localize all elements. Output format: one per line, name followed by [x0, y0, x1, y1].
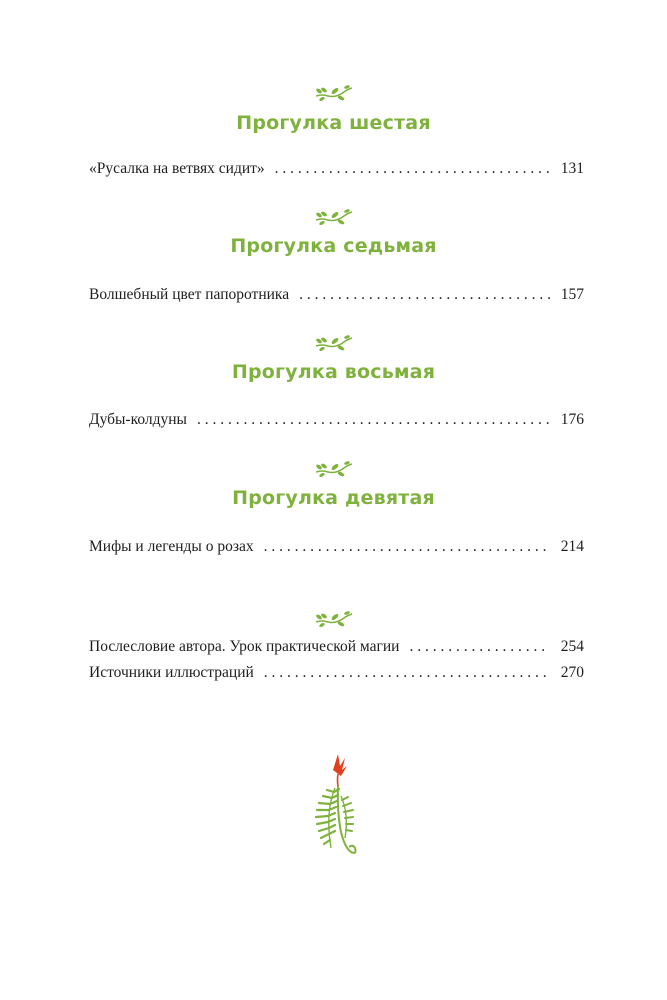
dot-leader	[275, 160, 550, 178]
toc-entry[interactable]	[89, 538, 584, 556]
sprig-ornament-icon	[314, 334, 354, 352]
toc-entry[interactable]	[89, 286, 584, 304]
entry-title: Послесловие автора. Урок практической магии	[89, 638, 400, 655]
page-number: 131	[560, 160, 584, 177]
dot-leader	[299, 286, 550, 304]
page-number: 254	[560, 638, 584, 655]
section-title: Прогулка седьмая	[230, 235, 437, 257]
entry-title: Мифы и легенды о розах	[89, 538, 254, 555]
page-number: 176	[560, 411, 584, 428]
dot-leader	[264, 538, 550, 556]
toc-entry[interactable]	[89, 638, 584, 656]
sprig-ornament-icon	[314, 460, 354, 478]
dot-leader	[264, 664, 550, 682]
page-number: 214	[560, 538, 584, 555]
section-title: Прогулка восьмая	[231, 361, 436, 383]
sprig-ornament-icon	[314, 208, 354, 226]
sprig-ornament-icon	[314, 610, 354, 628]
sprig-ornament-icon	[314, 84, 354, 102]
dot-leader	[197, 411, 550, 429]
entry-title: «Русалка на ветвях сидит»	[89, 160, 265, 177]
toc-entry[interactable]	[89, 160, 584, 178]
toc-entry[interactable]	[89, 664, 584, 682]
fern-flower-icon	[305, 752, 365, 862]
entry-title: Источники иллюстраций	[89, 664, 254, 681]
entry-title: Волшебный цвет папоротника	[89, 286, 290, 303]
dot-leader	[409, 638, 550, 656]
section-title: Прогулка девятая	[232, 487, 435, 509]
toc-entry[interactable]	[89, 411, 584, 429]
entry-title: Дубы-колдуны	[89, 411, 187, 428]
page-number: 157	[560, 286, 584, 303]
page-number: 270	[560, 664, 584, 681]
section-title: Прогулка шестая	[236, 112, 431, 134]
